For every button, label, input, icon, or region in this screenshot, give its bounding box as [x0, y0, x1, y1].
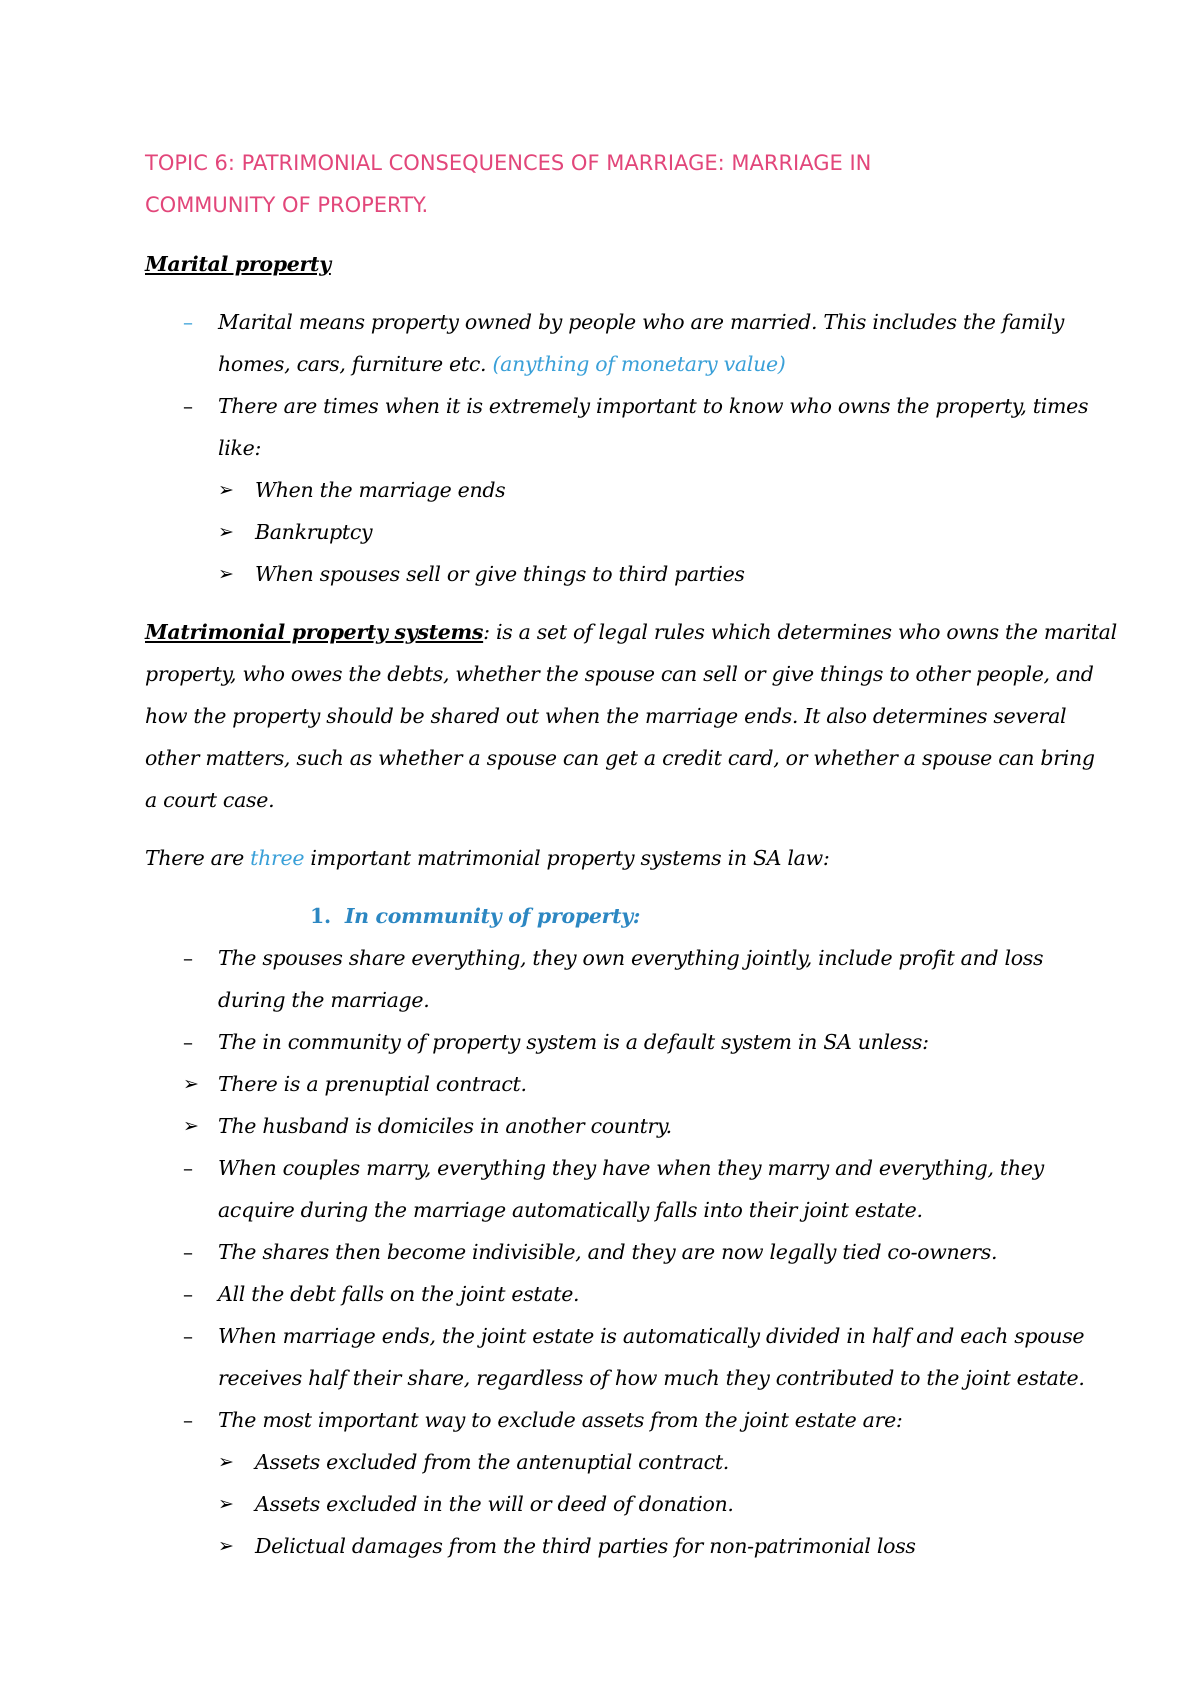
arrow-bullet-icon: ➢ [183, 1115, 199, 1137]
community-bullet-3-line-2: acquire during the marriage automatically falls into their joint estate. [218, 1198, 923, 1222]
community-bullet-6-line-2: receives half their share, regardless of how much they contributed to the joint estate. [218, 1366, 1085, 1390]
community-bullet-6-line-1: When marriage ends, the joint estate is automatically divided in half and each spouse [218, 1324, 1085, 1348]
arrow-bullet-icon: ➢ [183, 1073, 199, 1095]
community-bullet-1-line-1: The spouses share everything, they own everything jointly, include profit and loss [218, 946, 1044, 970]
dash-bullet: – [183, 310, 193, 334]
community-bullet-1-line-2: during the marriage. [218, 988, 430, 1012]
arrow-bullet-icon: ➢ [218, 479, 234, 501]
systems-heading: Matrimonial property systems [145, 620, 484, 644]
dash-bullet: – [183, 1156, 193, 1180]
arrow-bullet-icon: ➢ [218, 1451, 234, 1473]
sub-item: When spouses sell or give things to third parties [255, 562, 745, 586]
systems-paragraph-line-1 [145, 618, 1117, 646]
dash-bullet: – [183, 1030, 193, 1054]
community-bullet-5: All the debt falls on the joint estate. [218, 1282, 580, 1306]
sub-item: The husband is domiciles in another country. [218, 1114, 672, 1138]
sub-item: When the marriage ends [255, 478, 506, 502]
arrow-bullet-icon: ➢ [218, 521, 234, 543]
community-bullet-3-line-1: When couples marry, everything they have when they marry and everything, they [218, 1156, 1044, 1180]
systems-paragraph-line-2: property, who owes the debts, whether the spouse can sell or give things to other people, and [145, 662, 1094, 686]
title-line-1: TOPIC 6: PATRIMONIAL CONSEQUENCES OF MARRIAGE: MARRIAGE IN [145, 151, 872, 175]
intro-sentence [145, 844, 829, 872]
dash-bullet: – [183, 394, 193, 418]
marital-bullet-2-line-1: There are times when it is extremely important to know who owns the property, times [218, 394, 1089, 418]
arrow-bullet-icon: ➢ [218, 1535, 234, 1557]
sub-item: Assets excluded in the will or deed of donation. [255, 1492, 734, 1516]
sub-item: Assets excluded from the antenuptial contract. [255, 1450, 729, 1474]
arrow-bullet-icon: ➢ [218, 1493, 234, 1515]
sub-item: Bankruptcy [255, 520, 373, 544]
marital-bullet-2-line-2: like: [218, 436, 262, 460]
marital-bullet-1-text: homes, cars, furniture etc. [218, 352, 487, 376]
systems-paragraph-line-3: how the property should be shared out when the marriage ends. It also determines several [145, 704, 1067, 728]
arrow-bullet-icon: ➢ [218, 563, 234, 585]
dash-bullet: – [183, 1324, 193, 1348]
systems-paragraph-line-4: other matters, such as whether a spouse can get a credit card, or whether a spouse can bring [145, 746, 1095, 770]
community-bullet-2: The in community of property system is a default system in SA unless: [218, 1030, 929, 1054]
community-heading [310, 902, 640, 930]
community-bullet-4: The shares then become indivisible, and they are now legally tied co-owners. [218, 1240, 998, 1264]
monetary-value-note: (anything of monetary value) [492, 352, 786, 376]
list-number: 1. [310, 904, 331, 928]
sub-item: Delictual damages from the third parties for non-patrimonial loss [255, 1534, 916, 1558]
title-line-2: COMMUNITY OF PROPERTY. [145, 193, 429, 217]
sub-item: There is a prenuptial contract. [218, 1072, 527, 1096]
intro-before: There are [145, 846, 244, 870]
dash-bullet: – [183, 1240, 193, 1264]
marital-property-heading: Marital property [145, 252, 331, 276]
community-heading-text: In community of property: [344, 904, 641, 928]
marital-bullet-1-line-2 [218, 350, 786, 378]
systems-definition: : is a set of legal rules which determines who owns the marital [483, 620, 1117, 644]
systems-paragraph-line-5: a court case. [145, 788, 275, 812]
page-title [145, 142, 1045, 226]
intro-highlight: three [250, 846, 305, 870]
marital-bullet-1-line-1: Marital means property owned by people who are married. This includes the family [218, 310, 1064, 334]
dash-bullet: – [183, 1282, 193, 1306]
intro-after: important matrimonial property systems in SA law: [310, 846, 830, 870]
community-bullet-7: The most important way to exclude assets from the joint estate are: [218, 1408, 903, 1432]
dash-bullet: – [183, 946, 193, 970]
dash-bullet: – [183, 1408, 193, 1432]
